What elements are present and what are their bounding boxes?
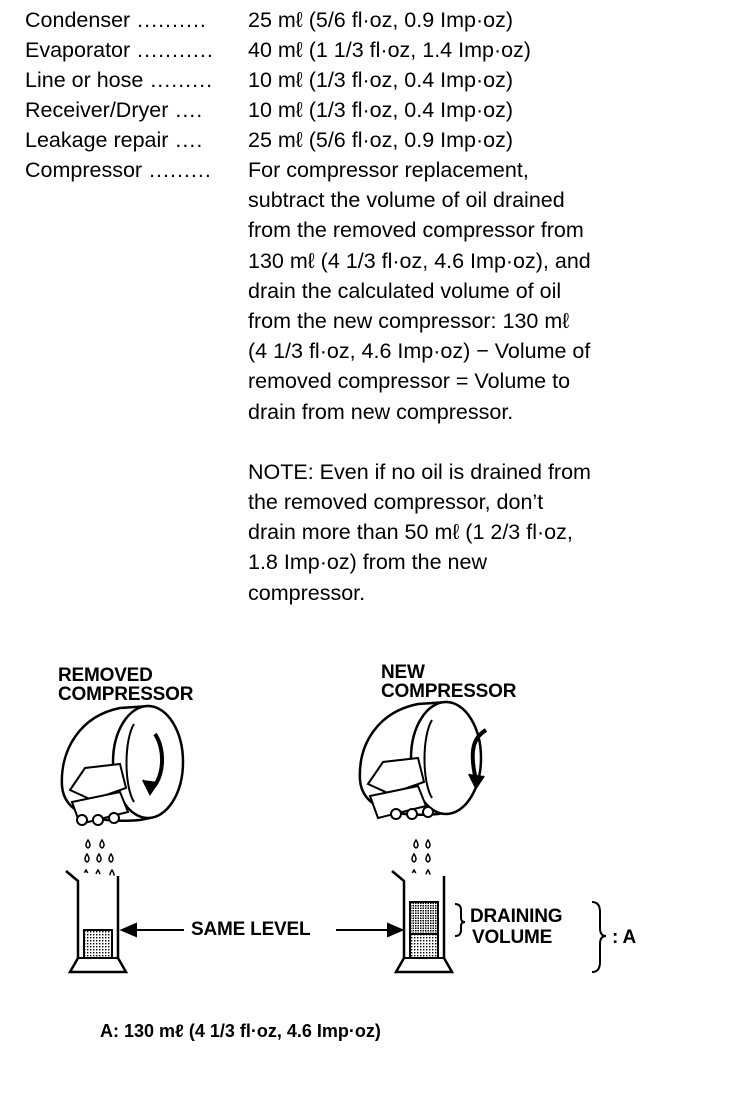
instruction-line: (4 1/3 fl·oz, 4.6 Imp·oz) − Volume of — [248, 339, 591, 364]
footnote: A: 130 mℓ (4 1/3 fl·oz, 4.6 Imp·oz) — [100, 1021, 381, 1041]
leader-dots: .... — [168, 128, 204, 152]
new-compressor-label: COMPRESSOR — [381, 681, 517, 702]
spec-row — [25, 95, 725, 125]
oil-drops-icon — [412, 840, 430, 878]
leader-dots: .... — [168, 98, 204, 122]
spec-row — [25, 5, 725, 35]
removed-compressor-label: COMPRESSOR — [58, 684, 194, 705]
note-line: drain more than 50 mℓ (1 2/3 fl·oz, — [248, 520, 573, 545]
same-level-label: SAME LEVEL — [191, 919, 311, 940]
a-marker-label: : A — [612, 927, 637, 948]
removed-cylinder-icon — [66, 871, 126, 972]
spec-value: 40 mℓ (1 1/3 fl·oz, 1.4 Imp·oz) — [248, 38, 531, 62]
spec-label: Line or hose — [25, 68, 144, 92]
total-volume-brace — [592, 902, 606, 972]
instruction-line: from the removed compressor from — [248, 218, 584, 243]
note-line: 1.8 Imp·oz) from the new — [248, 550, 487, 575]
instruction-line: subtract the volume of oil drained — [248, 188, 565, 213]
spec-label: Receiver/Dryer — [25, 98, 169, 122]
note-line: compressor. — [248, 580, 366, 605]
spec-row — [25, 125, 725, 155]
spec-value: 10 mℓ (1/3 fl·oz, 0.4 Imp·oz) — [248, 68, 514, 92]
instruction-line: drain the calculated volume of oil — [248, 278, 562, 303]
leader-dots: ......... — [143, 68, 214, 92]
spec-value: 10 mℓ (1/3 fl·oz, 0.4 Imp·oz) — [248, 98, 514, 122]
spec-row — [25, 65, 725, 95]
spec-label: Leakage repair — [25, 128, 169, 152]
spec-row — [25, 35, 725, 65]
spec-label: Condenser — [25, 8, 131, 32]
new-cylinder-icon — [392, 871, 452, 972]
new-compressor-label: NEW — [381, 662, 425, 683]
draining-volume-label: DRAINING — [470, 906, 563, 927]
note-line: NOTE: Even if no oil is drained from — [248, 459, 591, 484]
instruction-line: 130 mℓ (4 1/3 fl·oz, 4.6 Imp·oz), and — [248, 248, 591, 273]
draining-volume-label: VOLUME — [472, 927, 553, 948]
removed-compressor-label: REMOVED — [58, 665, 153, 686]
draining-volume-brace — [455, 904, 465, 936]
removed-compressor-icon — [62, 706, 183, 825]
spec-label: Evaporator — [25, 38, 131, 62]
new-compressor-icon — [360, 702, 486, 819]
leader-dots: ........... — [130, 38, 214, 62]
note-line: the removed compressor, don’t — [248, 490, 544, 515]
spec-value: 25 mℓ (5/6 fl·oz, 0.9 Imp·oz) — [248, 8, 514, 32]
oil-drops-icon — [84, 840, 114, 878]
spec-label: Compressor — [25, 158, 143, 182]
instruction-line: from the new compressor: 130 mℓ — [248, 309, 570, 334]
leader-dots: ......... — [142, 158, 212, 182]
instruction-line: For compressor replacement, — [248, 158, 529, 182]
leader-dots: .......... — [130, 8, 207, 32]
compressor-instructions — [248, 155, 718, 608]
instruction-line: removed compressor = Volume to — [248, 369, 571, 394]
instruction-line: drain from new compressor. — [248, 399, 514, 424]
spec-value: 25 mℓ (5/6 fl·oz, 0.9 Imp·oz) — [248, 128, 514, 152]
